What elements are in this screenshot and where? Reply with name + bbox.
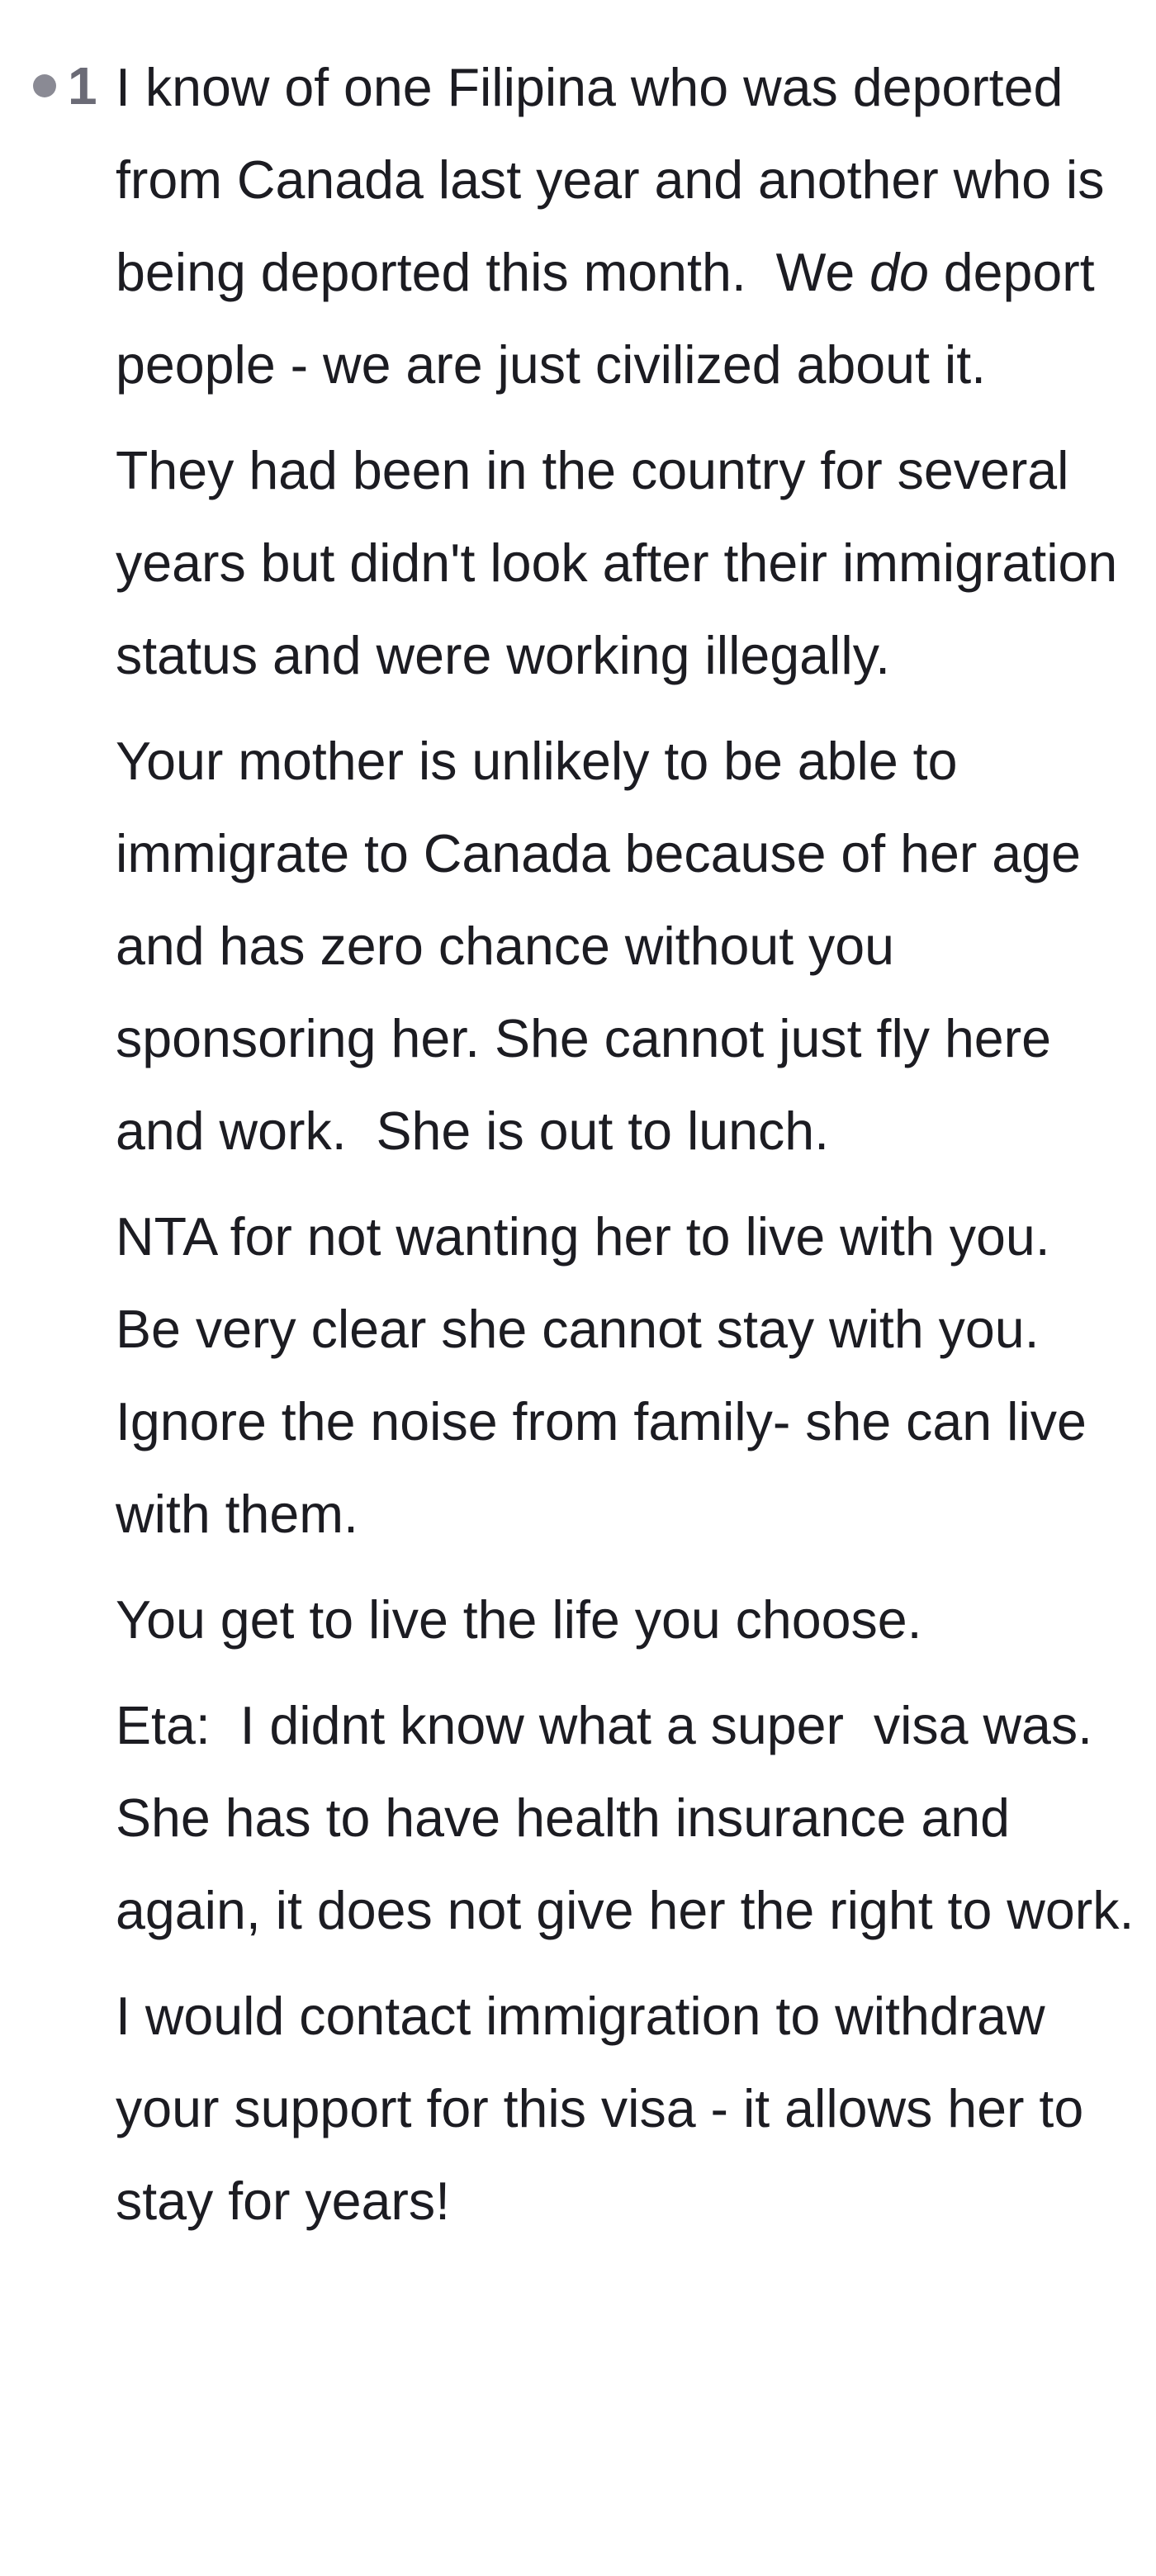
comment-paragraph-7: I would contact immigration to withdraw your support for this visa - it allows her to stay for years! bbox=[116, 1986, 1099, 2231]
emphasized-text: do bbox=[869, 243, 929, 302]
comment-paragraph-5: You get to live the life you choose. bbox=[116, 1590, 922, 1650]
comment-paragraph-1 bbox=[116, 41, 1139, 411]
bullet-dot-icon bbox=[33, 74, 56, 97]
paragraph-text: I know of one Filipina who was deported from Canada last year and another who is being deported this month. We bbox=[116, 58, 1120, 302]
comment-meta bbox=[33, 56, 97, 116]
comment-body bbox=[116, 41, 1139, 2261]
paragraph-text: deport people - we are just civilized about it. bbox=[116, 243, 1110, 395]
comment-paragraph-6: Eta: I didnt know what a super visa was. She has to have health insurance and again, it does not give her the right to work. bbox=[116, 1696, 1135, 1940]
comment-paragraph-4: NTA for not wanting her to live with you. Be very clear she cannot stay with you. Ignore the noise from family- she can live with them. bbox=[116, 1207, 1102, 1544]
comment-paragraph-3: Your mother is unlikely to be able to immigrate to Canada because of her age and has zero chance without you sponsoring her. She cannot just fly here and work. She is out to lunch. bbox=[116, 732, 1096, 1161]
comment-score: 1 bbox=[68, 56, 97, 116]
comment-paragraph-2: They had been in the country for several years but didn't look after their immigration status and were working illegally. bbox=[116, 441, 1133, 685]
